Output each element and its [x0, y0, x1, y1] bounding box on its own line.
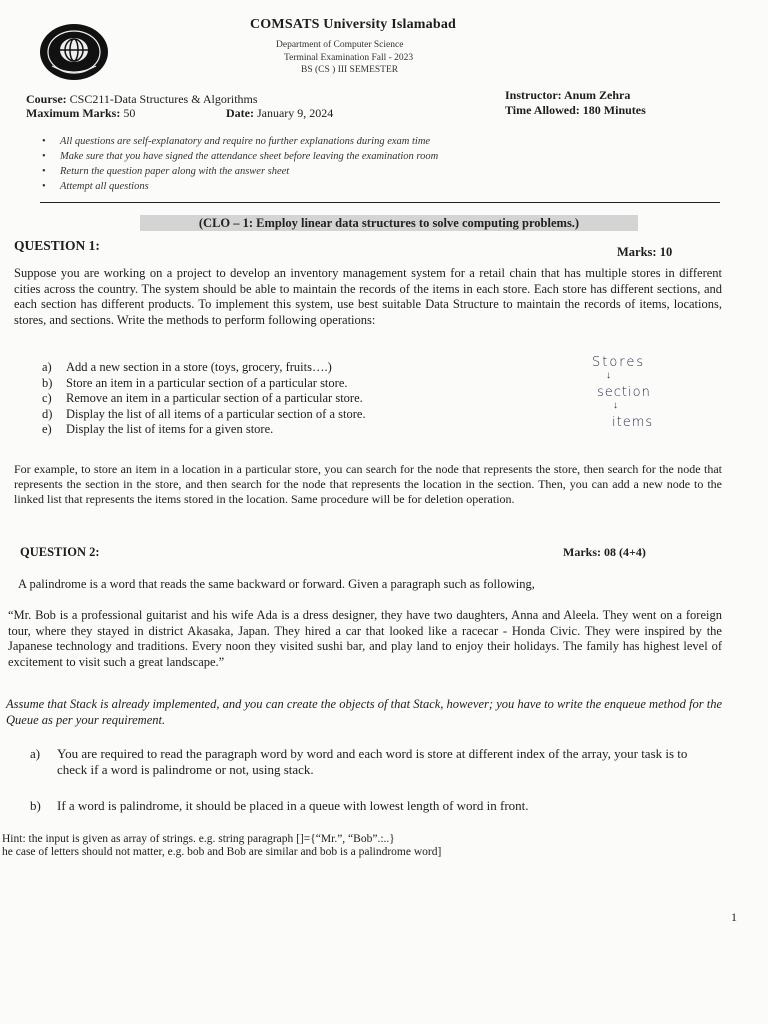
instructor-line	[505, 88, 630, 103]
university-logo-icon	[38, 22, 110, 82]
instruction-item: • Make sure that you have signed the attendance sheet before leaving the examination room	[42, 149, 438, 164]
task-item: a) You are required to read the paragraph word by word and each word is store at different index of the array, your task is to check if a word is palindrome or not, using stack.	[30, 746, 688, 777]
max-marks-value: 50	[123, 106, 136, 120]
instructor-value: Anum Zehra	[564, 88, 631, 102]
hint-line: Hint: the input is given as array of strings. e.g. string paragraph []={“Mr.”, “Bob”.:..}	[2, 833, 395, 845]
hint-line: he case of letters should not matter, e.g. bob and Bob are similar and bob is a palindrome word]	[2, 846, 442, 858]
course-label: Course:	[26, 92, 67, 106]
divider	[40, 202, 720, 203]
question-2-paragraph: “Mr. Bob is a professional guitarist and his wife Ada is a dress designer, they have two daughters, Anna and Aleela. They went on a foreign tour, where they stayed in district Akasaka, Japan. They hired a car that looked like a racecar - Honda Civic. They were inspired by the Japanese technology and traditions. Every noon they visited sushi bar, and play land to enjoy their holidays. The family has highest level of excitement to visit such a great landscape.”	[8, 608, 722, 669]
question-1-title: QUESTION 1:	[14, 238, 100, 253]
question-2-assumption: Assume that Stack is already implemented, and you can create the objects of that Stack, however; you have to write the enqueue method for the Queue as per your requirement.	[6, 697, 722, 727]
question-2-title: QUESTION 2:	[20, 545, 100, 559]
instruction-item: • Attempt all questions	[42, 179, 438, 194]
date-label: Date:	[226, 106, 254, 120]
task-item: b) If a word is palindrome, it should be placed in a queue with lowest length of word in front.	[30, 798, 529, 813]
handwritten-note: section	[597, 385, 651, 400]
instruction-item: • All questions are self-explanatory and require no further explanations during exam time	[42, 134, 438, 149]
university-name: COMSATS University Islamabad	[250, 17, 457, 32]
time-value: 180 Minutes	[582, 103, 646, 117]
handwritten-note: Stores	[592, 355, 646, 370]
clo-banner: (CLO – 1: Employ linear data structures to solve computing problems.)	[140, 215, 638, 231]
question-1-text: Suppose you are working on a project to develop an inventory management system for a retail chain that has multiple stores in different cities across the country. The system should be able to maintain the records of the items in each store. Each store has different sections, and each section has different products. To implement this system, use best suitable Data Structure to maintain the records of items, locations, stores, and sections. Write the methods to perform following operations:	[14, 266, 722, 327]
department: Department of Computer Science	[276, 40, 404, 50]
handwritten-note: items	[612, 415, 654, 430]
program: BS (CS ) III SEMESTER	[301, 65, 399, 75]
page-number: 1	[731, 910, 737, 924]
date-value: January 9, 2024	[256, 106, 334, 120]
question-1-operations	[42, 360, 366, 438]
instructions-list	[42, 134, 438, 194]
time-line	[505, 103, 646, 118]
operation-item: a) Add a new section in a store (toys, grocery, fruits….)	[42, 360, 332, 374]
max-marks-line	[26, 106, 135, 121]
course-line	[26, 92, 258, 107]
down-arrow-icon: ↓	[606, 370, 611, 381]
operation-item: c) Remove an item in a particular section of a particular store.	[42, 391, 363, 405]
operation-item: e) Display the list of items for a given store.	[42, 422, 274, 436]
question-2-intro: A palindrome is a word that reads the same backward or forward. Given a paragraph such as following,	[18, 577, 535, 591]
down-arrow-icon: ↓	[613, 400, 618, 411]
question-1-marks: Marks: 10	[617, 245, 673, 259]
question-1-example: For example, to store an item in a location in a particular store, you can search for the node that represents the store, then search for the node that represents the section in the store, and then search for the node that represents the location in the section. Then, you can add a new node to the linked list that represents the items stored in the location. Same procedure will be for deletion operation.	[14, 462, 722, 506]
instruction-item: • Return the question paper along with the answer sheet	[42, 164, 438, 179]
instructor-label: Instructor:	[505, 88, 562, 102]
max-marks-label: Maximum Marks:	[26, 106, 121, 120]
question-2-tasks	[30, 746, 720, 814]
question-2-marks: Marks: 08 (4+4)	[563, 545, 646, 559]
time-label: Time Allowed:	[505, 103, 580, 117]
date-line	[226, 106, 333, 121]
operation-item: d) Display the list of all items of a particular section of a store.	[42, 406, 366, 421]
operation-item: b) Store an item in a particular section of a particular store.	[42, 375, 348, 390]
course-value: CSC211-Data Structures & Algorithms	[69, 92, 258, 106]
exam-title: Terminal Examination Fall - 2023	[284, 53, 414, 63]
